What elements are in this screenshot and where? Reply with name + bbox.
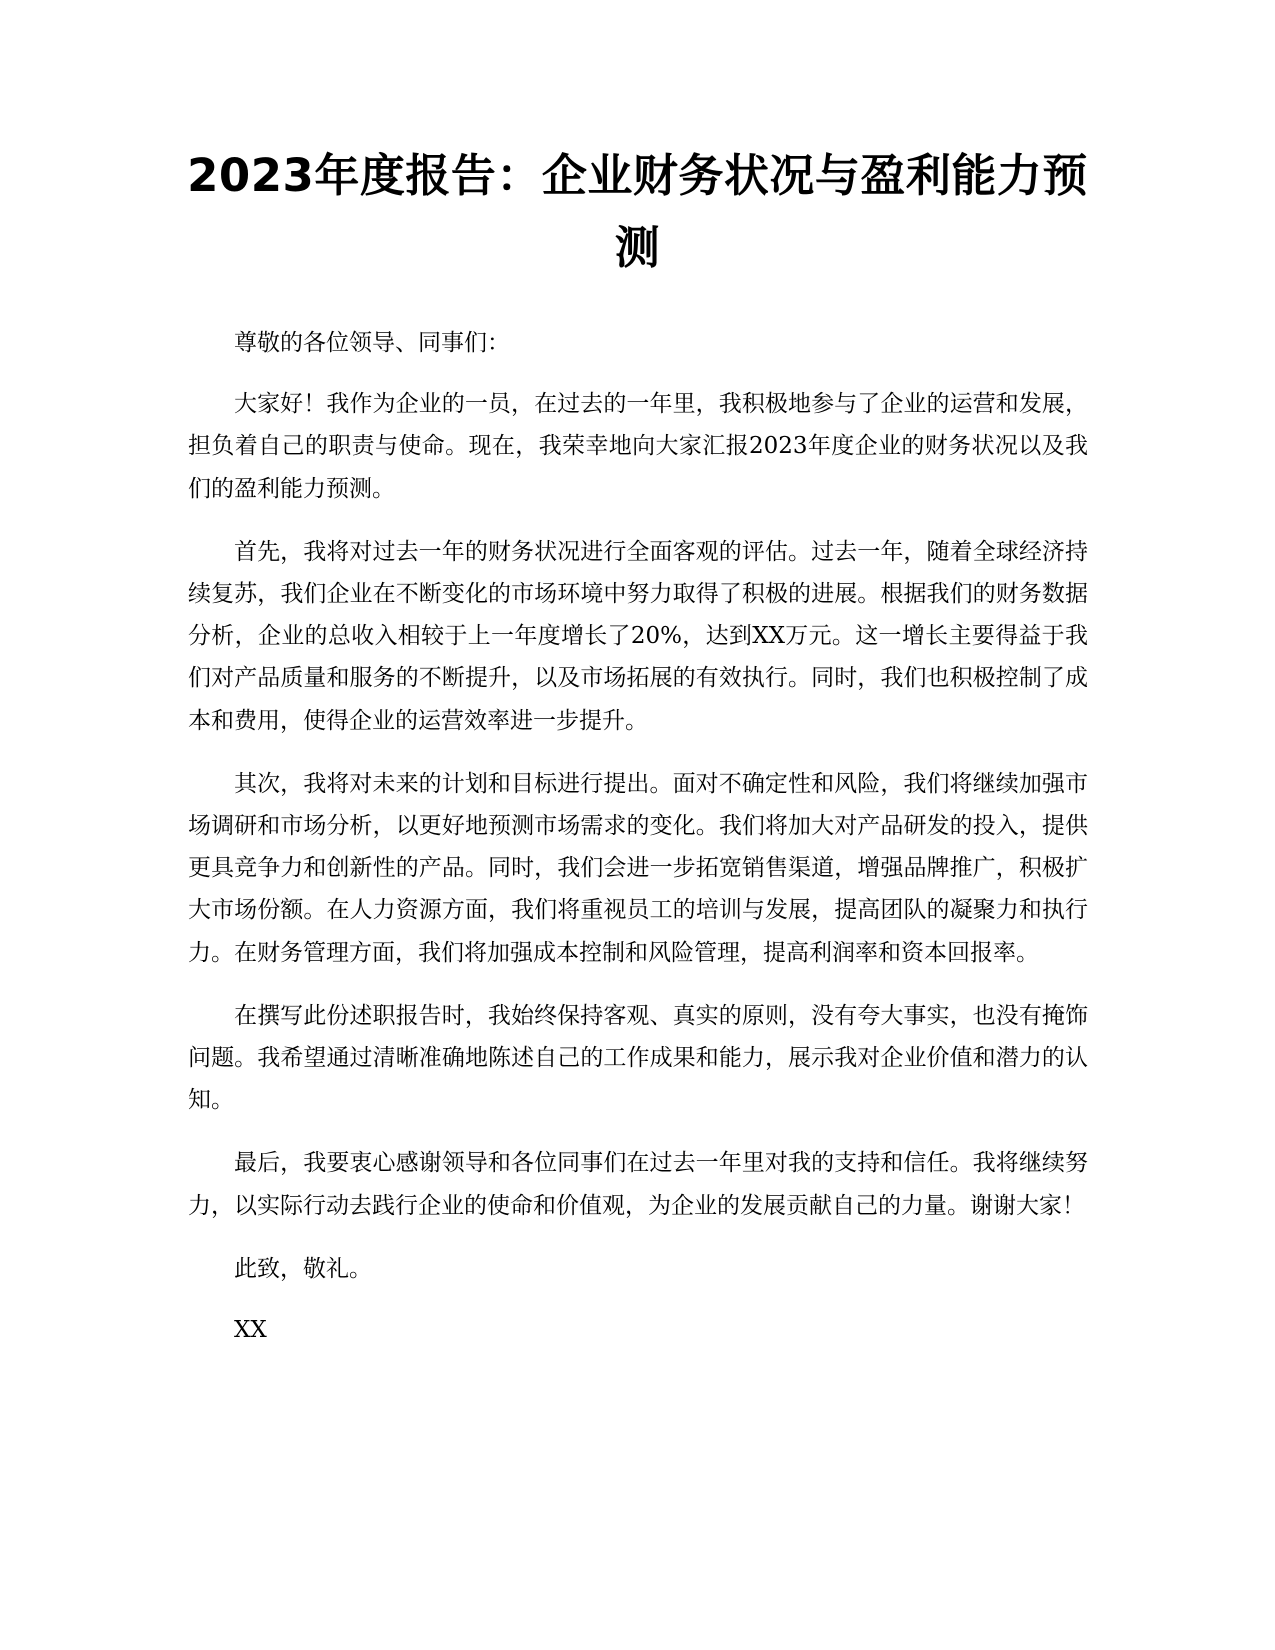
paragraph-financial-review: 首先，我将对过去一年的财务状况进行全面客观的评估。过去一年，随着全球经济持续复苏，我们企业在不断变化的市场环境中努力取得了积极的进展。根据我们的财务数据分析，企业的总收入相较于上一年度增长了20%，达到XX万元。这一增长主要得益于我们对产品质量和服务的不断提升，以及市场拓展的有效执行。同时，我们也积极控制了成本和费用，使得企业的运营效率进一步提升。	[188, 538, 1088, 734]
paragraph-future-plans: 其次，我将对未来的计划和目标进行提出。面对不确定性和风险，我们将继续加强市场调研和市场分析，以更好地预测市场需求的变化。我们将加大对产品研发的投入，提供更具竞争力和创新性的产品。同时，我们会进一步拓宽销售渠道，增强品牌推广，积极扩大市场份额。在人力资源方面，我们将重视员工的培训与发展，提高团队的凝聚力和执行力。在财务管理方面，我们将加强成本控制和风险管理，提高利润率和资本回报率。	[188, 770, 1088, 966]
paragraph-greeting: 大家好！我作为企业的一员，在过去的一年里，我积极地参与了企业的运营和发展，担负着自己的职责与使命。现在，我荣幸地向大家汇报2023年度企业的财务状况以及我们的盈利能力预测。	[188, 391, 1088, 502]
paragraph-thanks: 最后，我要衷心感谢领导和各位同事们在过去一年里对我的支持和信任。我将继续努力，以实际行动去践行企业的使命和价值观，为企业的发展贡献自己的力量。谢谢大家！	[188, 1150, 1088, 1219]
signature: XX	[234, 1317, 267, 1344]
salutation: 尊敬的各位领导、同事们：	[234, 330, 510, 356]
document-title: 2023年度报告：企业财务状况与盈利能力预测	[187, 149, 1088, 274]
paragraph-principles: 在撰写此份述职报告时，我始终保持客观、真实的原则，没有夸大事实，也没有掩饰问题。我希望通过清晰准确地陈述自己的工作成果和能力，展示我对企业价值和潜力的认知。	[188, 1002, 1088, 1114]
document-body	[188, 322, 1088, 1372]
closing: 此致，敬礼。	[234, 1255, 372, 1282]
